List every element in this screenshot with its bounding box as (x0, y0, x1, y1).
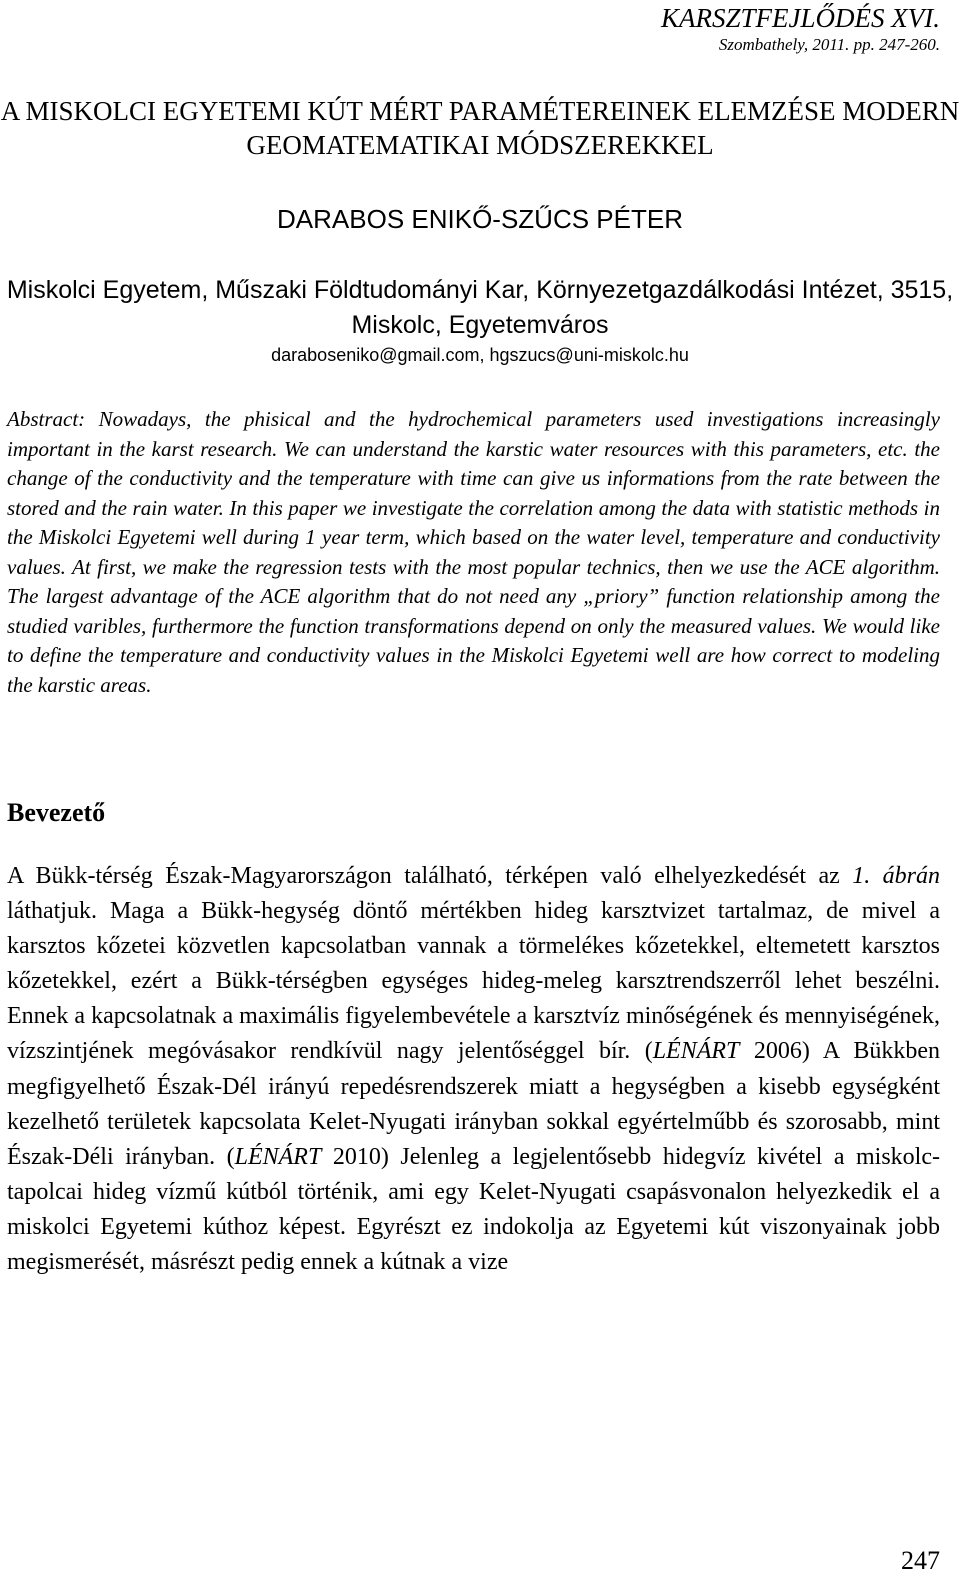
figure-reference: 1. ábrán (852, 863, 941, 889)
paper-title: A MISKOLCI EGYETEMI KÚT MÉRT PARAMÉTEREINEK ELEMZÉSE MODERN GEOMATEMATIKAI MÓDSZEREKKEL (0, 96, 960, 160)
series-title: KARSZTFEJLŐDÉS XVI. (661, 3, 940, 33)
author-names: DARABOS ENIKŐ-SZŰCS PÉTER (277, 204, 683, 234)
citation-author: LÉNÁRT (234, 1143, 322, 1170)
text-run: láthatjuk. Maga a Bükk-hegység döntő mértékben hideg karsztvizet tartalmaz, de mivel a karsztos kőzetei közvetlen kapcsolatban vannak a törmelékes kőzetekkel, eltemetett karsztos kőzetekkel, ezért a Bükk-térségben egységes hideg-meleg karsztrendszerről lehet beszélni. Ennek a kapcsolatnak a maximális figyelembevétele a karsztvíz minőségének és mennyiségének, vízszintjének megóvásakor rendkívül nagy jelentőséggel bír. ( (7, 898, 940, 1065)
text-run: 2010) Jelenleg a legjelentősebb hidegvíz kivétel a miskolc-tapolcai hideg vízmű kútból történik, ami egy Kelet-Nyugati csapásvonalon helyezkedik el a miskolci Egyetemi kúthoz képest. Egyrészt ez indokolja az Egyetemi kút viszonyainak jobb megismerését, másrészt pedig ennek a kútnak a vize (7, 1143, 940, 1276)
citation-author: LÉNÁRT (652, 1038, 740, 1065)
running-header (661, 2, 940, 56)
author-emails: daraboseniko@gmail.com, hgszucs@uni-miskolc.hu (271, 345, 689, 365)
page-number: 247 (901, 1546, 940, 1575)
section-heading: Bevezető (7, 798, 106, 827)
citation-location: Szombathely, 2011. pp. 247-260. (718, 35, 940, 54)
abstract: Abstract: Nowadays, the phisical and the hydrochemical parameters used investigations increasingly important in the karst research. We can understand the karstic water resources with this parameters, etc. the change of the conductivity and the temperature with time can give us informations from the rate between the stored and the rain water. In this paper we investigate the correlation among the data with statistic methods in the Miskolci Egyetemi well during 1 year term, which based on the water level, temperature and conductivity values. At first, we make the regression tests with the most popular technics, then we use the ACE algorithm. The largest advantage of the ACE algorithm that do not need any „priory” function relationship among the studied varibles, furthermore the function transformations depend on only the measured values. We would like to define the temperature and conductivity values in the Miskolci Egyetemi well are how correct to modeling the karstic areas. (7, 407, 940, 697)
body-paragraph (7, 859, 940, 1280)
text-run: 2006) A Bükkben megfigyelhető Észak-Dél irányú repedésrendszerek miatt a hegységben a kisebb egységként kezelhető területek kapcsolata Kelet-Nyugati irányban sokkal egyértelműbb és szorosabb, mint Észak-Déli irányban. ( (7, 1038, 940, 1170)
affiliation: Miskolci Egyetem, Műszaki Földtudományi Kar, Környezetgazdálkodási Intézet, 3515, Miskolc, Egyetemváros (6, 276, 954, 339)
text-run: A Bükk-térség Észak-Magyarországon található, térképen való elhelyezkedését az (7, 863, 853, 889)
